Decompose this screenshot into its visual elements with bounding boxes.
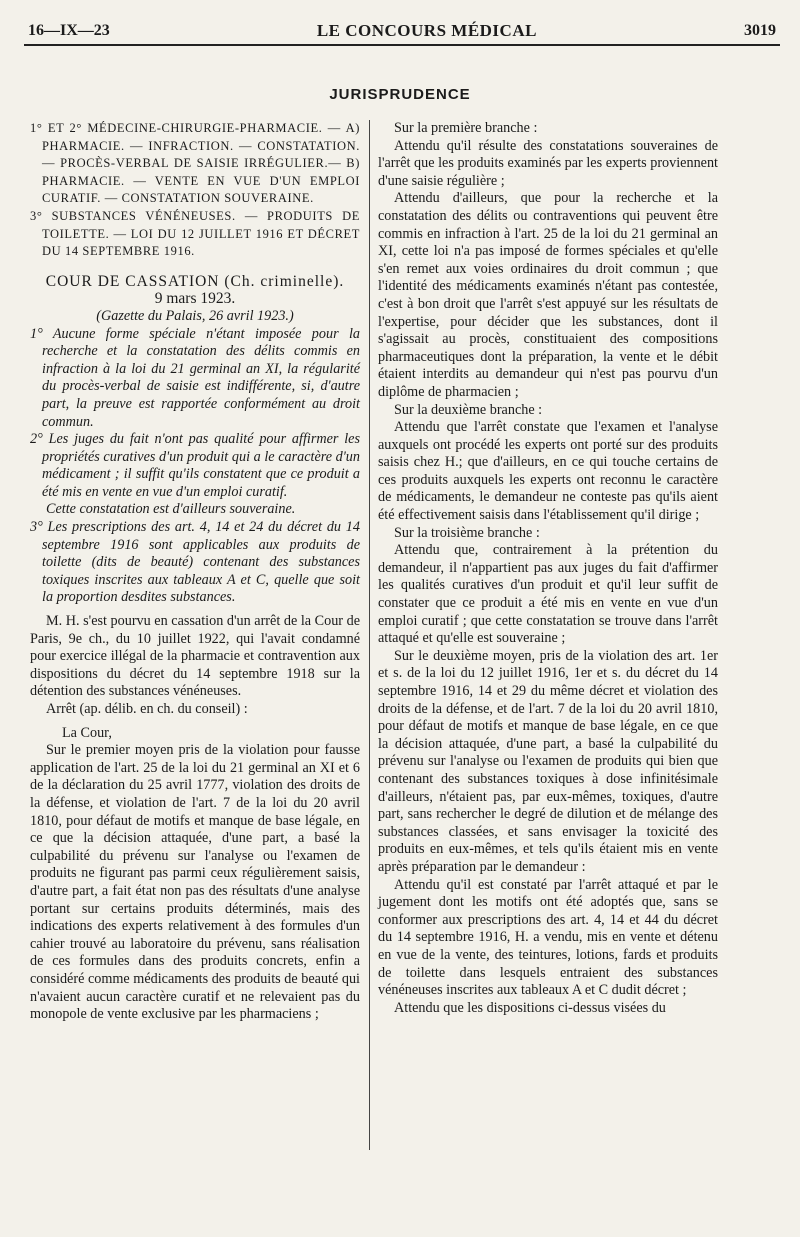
issue-date: 16—IX—23 — [28, 22, 110, 39]
headnote: 3° Les prescriptions des art. 4, 14 et 24 du décret du 14 septembre 1916 sont applicables aux produits de toilette (dits de beauté) contenant des substances toxiques inscrites aux tableaux A et C, quelle que soit la proportion desdites substances. — [30, 519, 360, 606]
left-column — [30, 120, 360, 1024]
right-column — [378, 120, 718, 1017]
journal-title: LE CONCOURS MÉDICAL — [316, 21, 537, 40]
decision-date: 9 mars 1923. — [154, 290, 236, 308]
column-divider — [369, 120, 370, 1150]
header-rule — [24, 44, 780, 46]
summary-item: 1° ET 2° MÉDECINE-CHIRURGIE-PHARMACIE. — A) PHARMACIE. — INFRACTION. — CONSTATATION. — PROCÈS-VERBAL DE SAISIE IRRÉGULIER.— B) PHARMACIE. — VENTE EN VUE D'UN EMPLOI CURATIF. — CONSTATATION SOUVERAINE. — [30, 121, 360, 206]
headnote: Cette constatation est d'ailleurs souveraine. — [46, 501, 296, 518]
headnote: 1° Aucune forme spéciale n'étant imposée pour la recherche et la constatation des délits commis en infraction à la loi du 21 germinal an XI, la régularité du procès-verbal de saisie est indifférente, si, d'autre part, la preuve est rapportée conformément au droit commun. — [30, 325, 360, 430]
body-paragraph: Sur la deuxième branche : — [394, 401, 543, 418]
body-paragraph: La Cour, — [62, 724, 112, 741]
body-paragraph: Attendu que, contrairement à la prétention du demandeur, il n'appartient pas aux juges du fait d'affirmer les qualités curatives d'un produit et qu'il leur suffit de constater que ce produit a été mis en vente en vue d'un emploi curatif ; que cette constatation se trouve dans l'arrêt attaqué et qu'elle est souveraine ; — [378, 542, 718, 647]
section-title: JURISPRUDENCE — [329, 86, 471, 103]
summary-item: 3° SUBSTANCES VÉNÉNEUSES. — PRODUITS DE TOILETTE. — LOI DU 12 JUILLET 1916 ET DÉCRET DU 14 SEPTEMBRE 1916. — [30, 208, 360, 259]
page-number: 3019 — [743, 22, 776, 39]
page-header — [28, 20, 776, 42]
body-paragraph: Sur la première branche : — [394, 120, 538, 136]
body-paragraph: Arrêt (ap. délib. en ch. du conseil) : — [46, 701, 248, 717]
case-summary — [30, 120, 360, 261]
body-paragraph: Attendu d'ailleurs, que pour la recherche et la constatation des délits ou contraventions qui peuvent être commis en infraction à l'art. 25 de la loi du 21 germinal an XI, cette loi n'a pas imposé de formes spéciales et qu'elle s'en remet aux voies ordinaires du droit commun ; que l'identité des médicaments examinés n'étant pas contestée, c'est à bon droit que l'arrêt s'est appuyé sur les résultats de l'expertise, pour décider que les substances, dont il s'agissait au procès, constituaient des compositions pharmaceutiques dont la préparation, la vente et le débit étaient interdits au demandeur qui n'est pas pourvu d'un diplôme de pharmacien ; — [378, 190, 718, 400]
court-name: COUR DE CASSATION (Ch. criminelle). — [45, 272, 345, 290]
body-paragraph: Sur le premier moyen pris de la violation pour fausse application de l'art. 25 de la loi du 21 germinal an XI et 6 de la déclaration du 25 avril 1777, violation des droits de la défense, et violation de l'art. 7 de la loi du 20 avril 1810, pour défaut de motifs et manque de base légale, en ce que la décision attaquée, d'une part, a basé la culpabilité du prévenu sur l'analyse ou l'examen de produits ne figurant pas parmi ceux régulièrement saisis, d'autre part, a fait état non pas des résultats d'une analyse portant sur certains produits déterminés, mais des indications des experts relativement à des formules d'un cahier trouvé au laboratoire du prévenu, sans réalisation de ces formules dans des produits concrets, enfin a considéré comme médicaments des produits de beauté qui n'avaient aucun caractère curatif et ne relevaient pas du monopole de vente exclusive par les pharmaciens ; — [30, 742, 360, 1023]
body-paragraph: M. H. s'est pourvu en cassation d'un arrêt de la Cour de Paris, 9e ch., du 10 juillet 1922, qui l'avait condamné pour exercice illégal de la pharmacie et contravention aux dispositions du décret du 14 septembre 1918 sur la détention des substances vénéneuses. — [30, 613, 360, 700]
body-paragraph: Attendu qu'il résulte des constatations souveraines de l'arrêt que les produits examinés par les experts proviennent d'une saisie régulière ; — [378, 137, 718, 189]
body-paragraph: Sur le deuxième moyen, pris de la violation des art. 1er et s. de la loi du 12 juillet 1916, 1er et s. du décret du 14 septembre 1916, 14 et 29 du même décret et violation des droits de la défense, et de l'art. 7 de la loi du 20 avril 1810, pour défaut de motifs et manque de base légale, en ce que la décision attaquée, d'une part, a basé la culpabilité du prévenu sur l'analyse ou l'examen de produits qui bien que contenant des substances toxiques à dose infinitésimale d'ailleurs, n'étaient pas, par eux-mêmes, toxiques, d'autre part, sans rechercher le degré de dilution et de mélange des substances classées, et sans envisager la toxicité des produits en eux-mêmes, et tels qu'ils étaient mis en vente après préparation par le demandeur : — [378, 647, 718, 875]
body-paragraph: Attendu que l'arrêt constate que l'examen et l'analyse auxquels ont procédé les experts ont porté sur des produits saisis chez H.; que d'ailleurs, en ce qui touche certains de ces produits auxquels les experts ont reconnu le caractère de médicaments, le demandeur ne conteste pas qu'ils aient été effectivement saisis dans l'établissement qu'il dirige ; — [378, 419, 718, 524]
body-paragraph: Attendu qu'il est constaté par l'arrêt attaqué et par le jugement dont les motifs ont été adoptés que, sans se conformer aux prescriptions des art. 4, 14 et 44 du décret du 14 septembre 1916, H. a vendu, mis en vente et détenu en vue de la vente, des teintures, lotions, fards et produits de toilette dans lesquels entraient des substances vénéneuses inscrites aux tableaux A et C dudit décret ; — [378, 876, 718, 999]
body-paragraph: Attendu que les dispositions ci-dessus visées du — [394, 999, 666, 1016]
source-citation: (Gazette du Palais, 26 avril 1923.) — [96, 307, 294, 324]
headnote: 2° Les juges du fait n'ont pas qualité pour affirmer les propriétés curatives d'un produit qui a le caractère d'un médicament ; il suffit qu'ils constatent que ce produit a été mis en vente en vue d'un emploi curatif. — [30, 431, 360, 500]
body-paragraph: Sur la troisième branche : — [394, 524, 540, 541]
